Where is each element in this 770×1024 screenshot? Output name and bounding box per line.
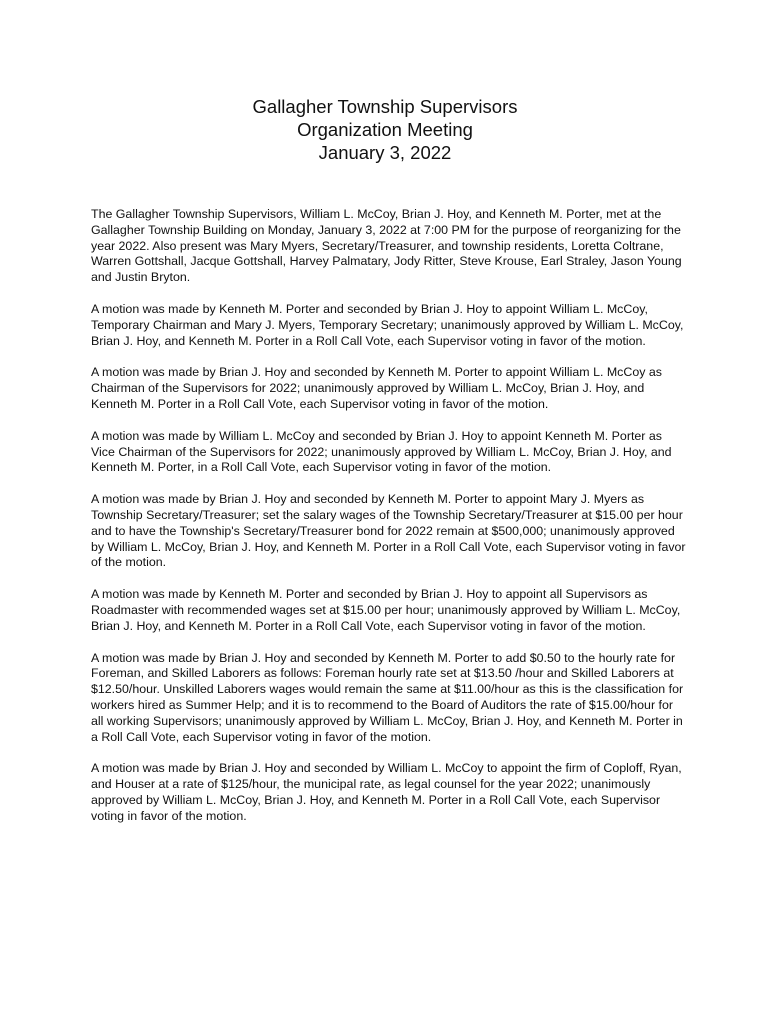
paragraph-motion-temporary-officers: A motion was made by Kenneth M. Porter and seconded by Brian J. Hoy to appoint William L. McCoy, Temporary Chairman and Mary J. Myers, Temporary Secretary; unanimously approved by William L. McCoy, Brian J. Hoy, and Kenneth M. Porter in a Roll Call Vote, each Supervisor voting in favor of the motion.	[91, 301, 684, 348]
paragraph-motion-roadmaster: A motion was made by Kenneth M. Porter and seconded by Brian J. Hoy to appoint all Supervisors as Roadmaster with recommended wages set at $15.00 per hour; unanimously approved by William L. McCoy, Brian J. Hoy, and Kenneth M. Porter in a Roll Call Vote, each Supervisor voting in favor of the motion.	[91, 587, 681, 633]
paragraph-motion-laborer-wages: A motion was made by Brian J. Hoy and seconded by Kenneth M. Porter to add $0.50 to the hourly rate for Foreman, and Skilled Laborers as follows: Foreman hourly rate set at $13.50 /hour and Skilled Laborers at $12.50/hour. Unskilled Laborers wages would remain the same at $11.00/hour as this is the classification for workers hired as Summer Help; and it is to recommend to the Board of Auditors the rate of $15.00/hour for all working Supervisors; unanimously approved by William L. McCoy, Brian J. Hoy, and Kenneth M. Porter in a Roll Call Vote, each Supervisor voting in favor of the motion.	[91, 650, 684, 744]
document-subtitle: Organization Meeting	[297, 119, 473, 140]
document-body	[91, 207, 687, 841]
document-date: January 3, 2022	[318, 142, 452, 163]
document-title: Gallagher Township Supervisors	[252, 96, 518, 117]
paragraph-motion-vice-chairman: A motion was made by William L. McCoy and seconded by Brian J. Hoy to appoint Kenneth M. Porter as Vice Chairman of the Supervisors for 2022; unanimously approved by William L. McCoy, Brian J. Hoy, and Kenneth M. Porter, in a Roll Call Vote, each Supervisor voting in favor of the motion.	[91, 428, 672, 475]
paragraph-motion-chairman: A motion was made by Brian J. Hoy and seconded by Kenneth M. Porter to appoint William L. McCoy as Chairman of the Supervisors for 2022; unanimously approved by William L. McCoy, Brian J. Hoy, and Kenneth M. Porter in a Roll Call Vote, each Supervisor voting in favor of the motion.	[91, 365, 662, 411]
paragraph-attendance: The Gallagher Township Supervisors, William L. McCoy, Brian J. Hoy, and Kenneth M. Porter, met at the Gallagher Township Building on Monday, January 3, 2022 at 7:00 PM for the purpose of reorganizing for the year 2022. Also present was Mary Myers, Secretary/Treasurer, and township residents, Loretta Coltrane, Warren Gottshall, Jacque Gottshall, Harvey Palmatary, Jody Ritter, Steve Krouse, Earl Straley, Jason Young and Justin Bryton.	[91, 207, 682, 285]
paragraph-motion-legal-counsel: A motion was made by Brian J. Hoy and seconded by William L. McCoy to appoint the firm of Coploff, Ryan, and Houser at a rate of $125/hour, the municipal rate, as legal counsel for the year 2022; unanimously approved by William L. McCoy, Brian J. Hoy, and Kenneth M. Porter in a Roll Call Vote, each Supervisor voting in favor of the motion.	[91, 761, 682, 823]
paragraph-motion-secretary-treasurer: A motion was made by Brian J. Hoy and seconded by Kenneth M. Porter to appoint Mary J. Myers as Township Secretary/Treasurer; set the salary wages of the Township Secretary/Treasurer at $15.00 per hour and to have the Township's Secretary/Treasurer bond for 2022 remain at $500,000; unanimously approved by William L. McCoy, Brian J. Hoy, and Kenneth M. Porter in a Roll Call Vote, each Supervisor voting in favor of the motion.	[91, 492, 686, 570]
document-header	[0, 95, 770, 164]
